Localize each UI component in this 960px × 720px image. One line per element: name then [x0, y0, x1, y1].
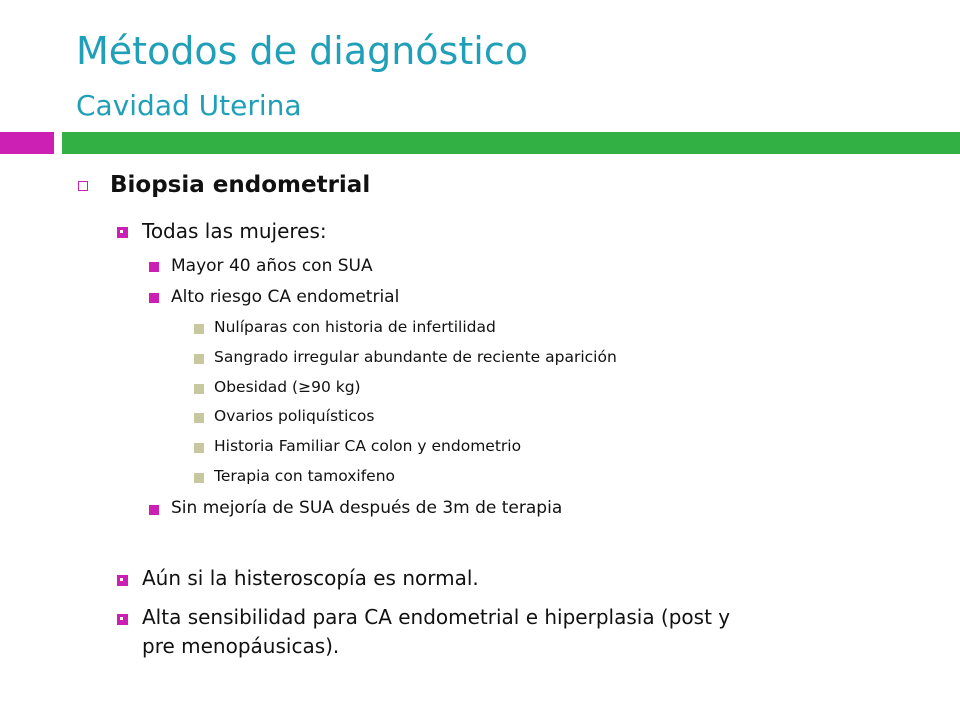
- risk-factor-item: Historia Familiar CA colon y endometrio: [214, 437, 522, 455]
- risk-bullet-icon: [194, 443, 204, 453]
- risk-factor-item: Nulíparas con historia de infertilidad: [214, 318, 496, 336]
- boxed-square-bullet-icon: [117, 227, 128, 238]
- item-sensibilidad: Alta sensibilidad para CA endometrial e hiperplasia (post y: [142, 605, 731, 629]
- risk-factor-item: Terapia con tamoxifeno: [214, 467, 396, 485]
- heading-biopsia: Biopsia endometrial: [110, 172, 371, 198]
- risk-factor-item: Sangrado irregular abundante de reciente aparición: [214, 348, 617, 366]
- risk-factor-item: Ovarios poliquísticos: [214, 407, 375, 425]
- item-todas-mujeres: Todas las mujeres:: [142, 219, 327, 243]
- accent-bar-pink: [0, 132, 54, 154]
- slide-subtitle: Cavidad Uterina: [76, 89, 302, 122]
- accent-bar-green: [62, 132, 960, 154]
- slide-title: Métodos de diagnóstico: [76, 29, 528, 73]
- hollow-square-bullet-icon: [78, 181, 88, 191]
- risk-bullet-icon: [194, 413, 204, 423]
- square-bullet-icon: [149, 505, 159, 515]
- boxed-square-bullet-icon: [117, 614, 128, 625]
- item-alto-riesgo: Alto riesgo CA endometrial: [171, 287, 400, 307]
- risk-factor-item: Obesidad (≥90 kg): [214, 378, 361, 396]
- item-sensibilidad-cont: pre menopáusicas).: [142, 634, 340, 658]
- risk-bullet-icon: [194, 473, 204, 483]
- item-histeroscopia: Aún si la histeroscopía es normal.: [142, 566, 479, 590]
- item-mayor-40: Mayor 40 años con SUA: [171, 256, 373, 276]
- risk-bullet-icon: [194, 354, 204, 364]
- square-bullet-icon: [149, 262, 159, 272]
- boxed-square-bullet-icon: [117, 575, 128, 586]
- risk-bullet-icon: [194, 384, 204, 394]
- risk-bullet-icon: [194, 324, 204, 334]
- square-bullet-icon: [149, 293, 159, 303]
- item-sin-mejoria: Sin mejoría de SUA después de 3m de terapia: [171, 498, 563, 518]
